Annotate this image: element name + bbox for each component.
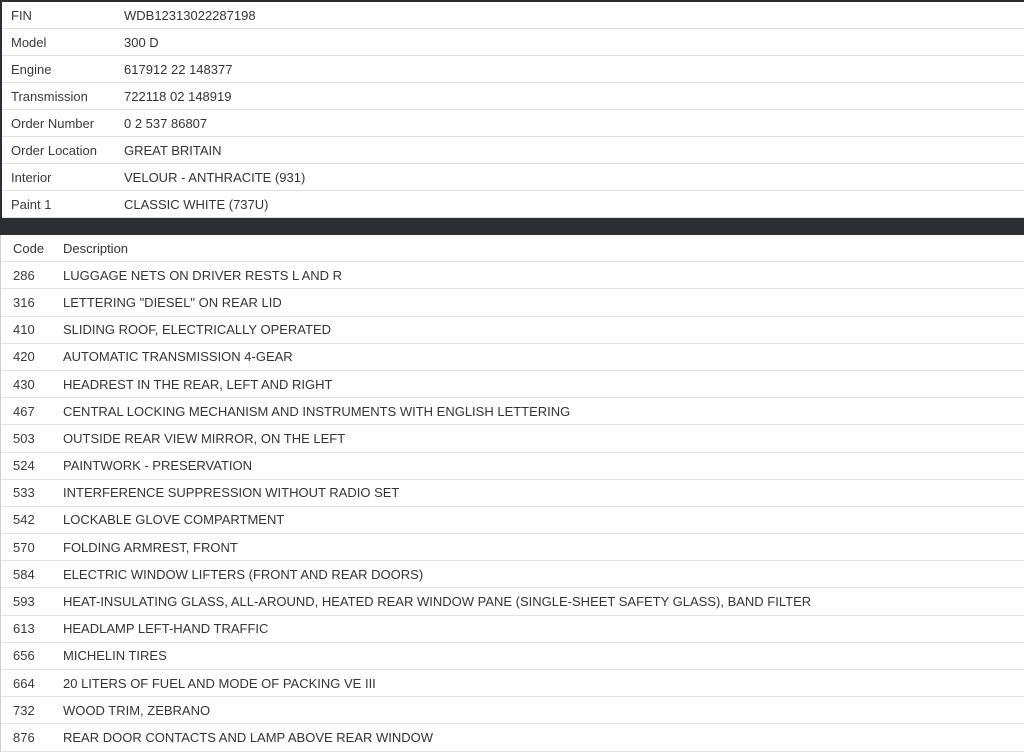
option-description: PAINTWORK - PRESERVATION [63, 458, 253, 474]
option-code-row [1, 616, 1024, 643]
field-label: Paint 1 [11, 196, 52, 212]
option-description: LUGGAGE NETS ON DRIVER RESTS L AND R [63, 267, 343, 283]
option-code: 570 [13, 539, 35, 555]
option-code-row [1, 670, 1024, 697]
vehicle-info-table [0, 0, 1024, 218]
option-code: 316 [13, 294, 35, 310]
field-value: WDB12313022287198 [124, 7, 256, 23]
option-description: MICHELIN TIRES [63, 648, 167, 664]
option-code-row [1, 317, 1024, 344]
field-value: 617912 22 148377 [124, 61, 233, 77]
option-code-row [1, 398, 1024, 425]
option-code-row [1, 588, 1024, 615]
option-description: LETTERING "DIESEL" ON REAR LID [63, 294, 282, 310]
option-code: 613 [13, 621, 35, 637]
field-value: VELOUR - ANTHRACITE (931) [124, 169, 306, 185]
option-description: HEAT-INSULATING GLASS, ALL-AROUND, HEATED REAR WINDOW PANE (SINGLE-SHEET SAFETY GLASS), BAND FILTER [63, 594, 812, 610]
option-code: 524 [13, 458, 35, 474]
option-description: LOCKABLE GLOVE COMPARTMENT [63, 512, 285, 528]
option-code: 542 [13, 512, 35, 528]
option-code: 430 [13, 376, 35, 392]
option-description: HEADLAMP LEFT-HAND TRAFFIC [63, 621, 269, 637]
vehicle-info-row [2, 2, 1024, 29]
vehicle-info-row [2, 83, 1024, 110]
option-codes-table [0, 235, 1024, 752]
option-code-row [1, 371, 1024, 398]
option-code-row [1, 453, 1024, 480]
vehicle-info-row [2, 29, 1024, 56]
codes-table-header-row [1, 235, 1024, 262]
vehicle-info-row [2, 164, 1024, 191]
option-code: 503 [13, 430, 35, 446]
option-code-row [1, 534, 1024, 561]
option-code: 410 [13, 322, 35, 338]
section-divider-band [0, 218, 1024, 235]
option-code-row [1, 561, 1024, 588]
option-description: REAR DOOR CONTACTS AND LAMP ABOVE REAR WINDOW [63, 729, 434, 745]
option-code-row [1, 507, 1024, 534]
option-code: 286 [13, 267, 35, 283]
option-description: INTERFERENCE SUPPRESSION WITHOUT RADIO SET [63, 485, 400, 501]
field-value: CLASSIC WHITE (737U) [124, 196, 269, 212]
option-code: 584 [13, 566, 35, 582]
option-description: FOLDING ARMREST, FRONT [63, 539, 238, 555]
option-description: ELECTRIC WINDOW LIFTERS (FRONT AND REAR DOORS) [63, 566, 424, 582]
option-description: OUTSIDE REAR VIEW MIRROR, ON THE LEFT [63, 430, 346, 446]
field-label: Transmission [11, 88, 88, 104]
vehicle-info-row [2, 137, 1024, 164]
field-value: 0 2 537 86807 [124, 115, 208, 131]
option-description: SLIDING ROOF, ELECTRICALLY OPERATED [63, 322, 332, 338]
option-description: CENTRAL LOCKING MECHANISM AND INSTRUMENTS WITH ENGLISH LETTERING [63, 403, 571, 419]
vehicle-info-row [2, 110, 1024, 137]
option-code: 656 [13, 648, 35, 664]
field-value: 722118 02 148919 [124, 88, 232, 104]
option-code: 420 [13, 349, 35, 365]
code-column-header: Code [13, 240, 45, 256]
option-code: 876 [13, 729, 35, 745]
vehicle-info-row [2, 56, 1024, 83]
field-label: Engine [11, 61, 52, 77]
option-code: 732 [13, 702, 35, 718]
field-label: FIN [11, 7, 32, 23]
option-code-row [1, 643, 1024, 670]
option-description: 20 LITERS OF FUEL AND MODE OF PACKING VE III [63, 675, 376, 691]
option-code: 467 [13, 403, 35, 419]
option-code-row [1, 344, 1024, 371]
option-description: HEADREST IN THE REAR, LEFT AND RIGHT [63, 376, 333, 392]
option-code-row [1, 262, 1024, 289]
option-code-row [1, 724, 1024, 751]
option-code: 533 [13, 485, 35, 501]
field-label: Order Number [11, 115, 95, 131]
field-label: Model [11, 34, 47, 50]
option-description: AUTOMATIC TRANSMISSION 4-GEAR [63, 349, 293, 365]
option-code-row [1, 289, 1024, 316]
field-label: Order Location [11, 142, 97, 158]
field-value: GREAT BRITAIN [124, 142, 222, 158]
field-label: Interior [11, 169, 52, 185]
option-code-row [1, 697, 1024, 724]
option-code: 593 [13, 594, 35, 610]
description-column-header: Description [63, 240, 129, 256]
option-code-row [1, 425, 1024, 452]
option-code-row [1, 480, 1024, 507]
option-code: 664 [13, 675, 35, 691]
option-description: WOOD TRIM, ZEBRANO [63, 702, 211, 718]
vehicle-info-row [2, 191, 1024, 218]
field-value: 300 D [124, 34, 159, 50]
